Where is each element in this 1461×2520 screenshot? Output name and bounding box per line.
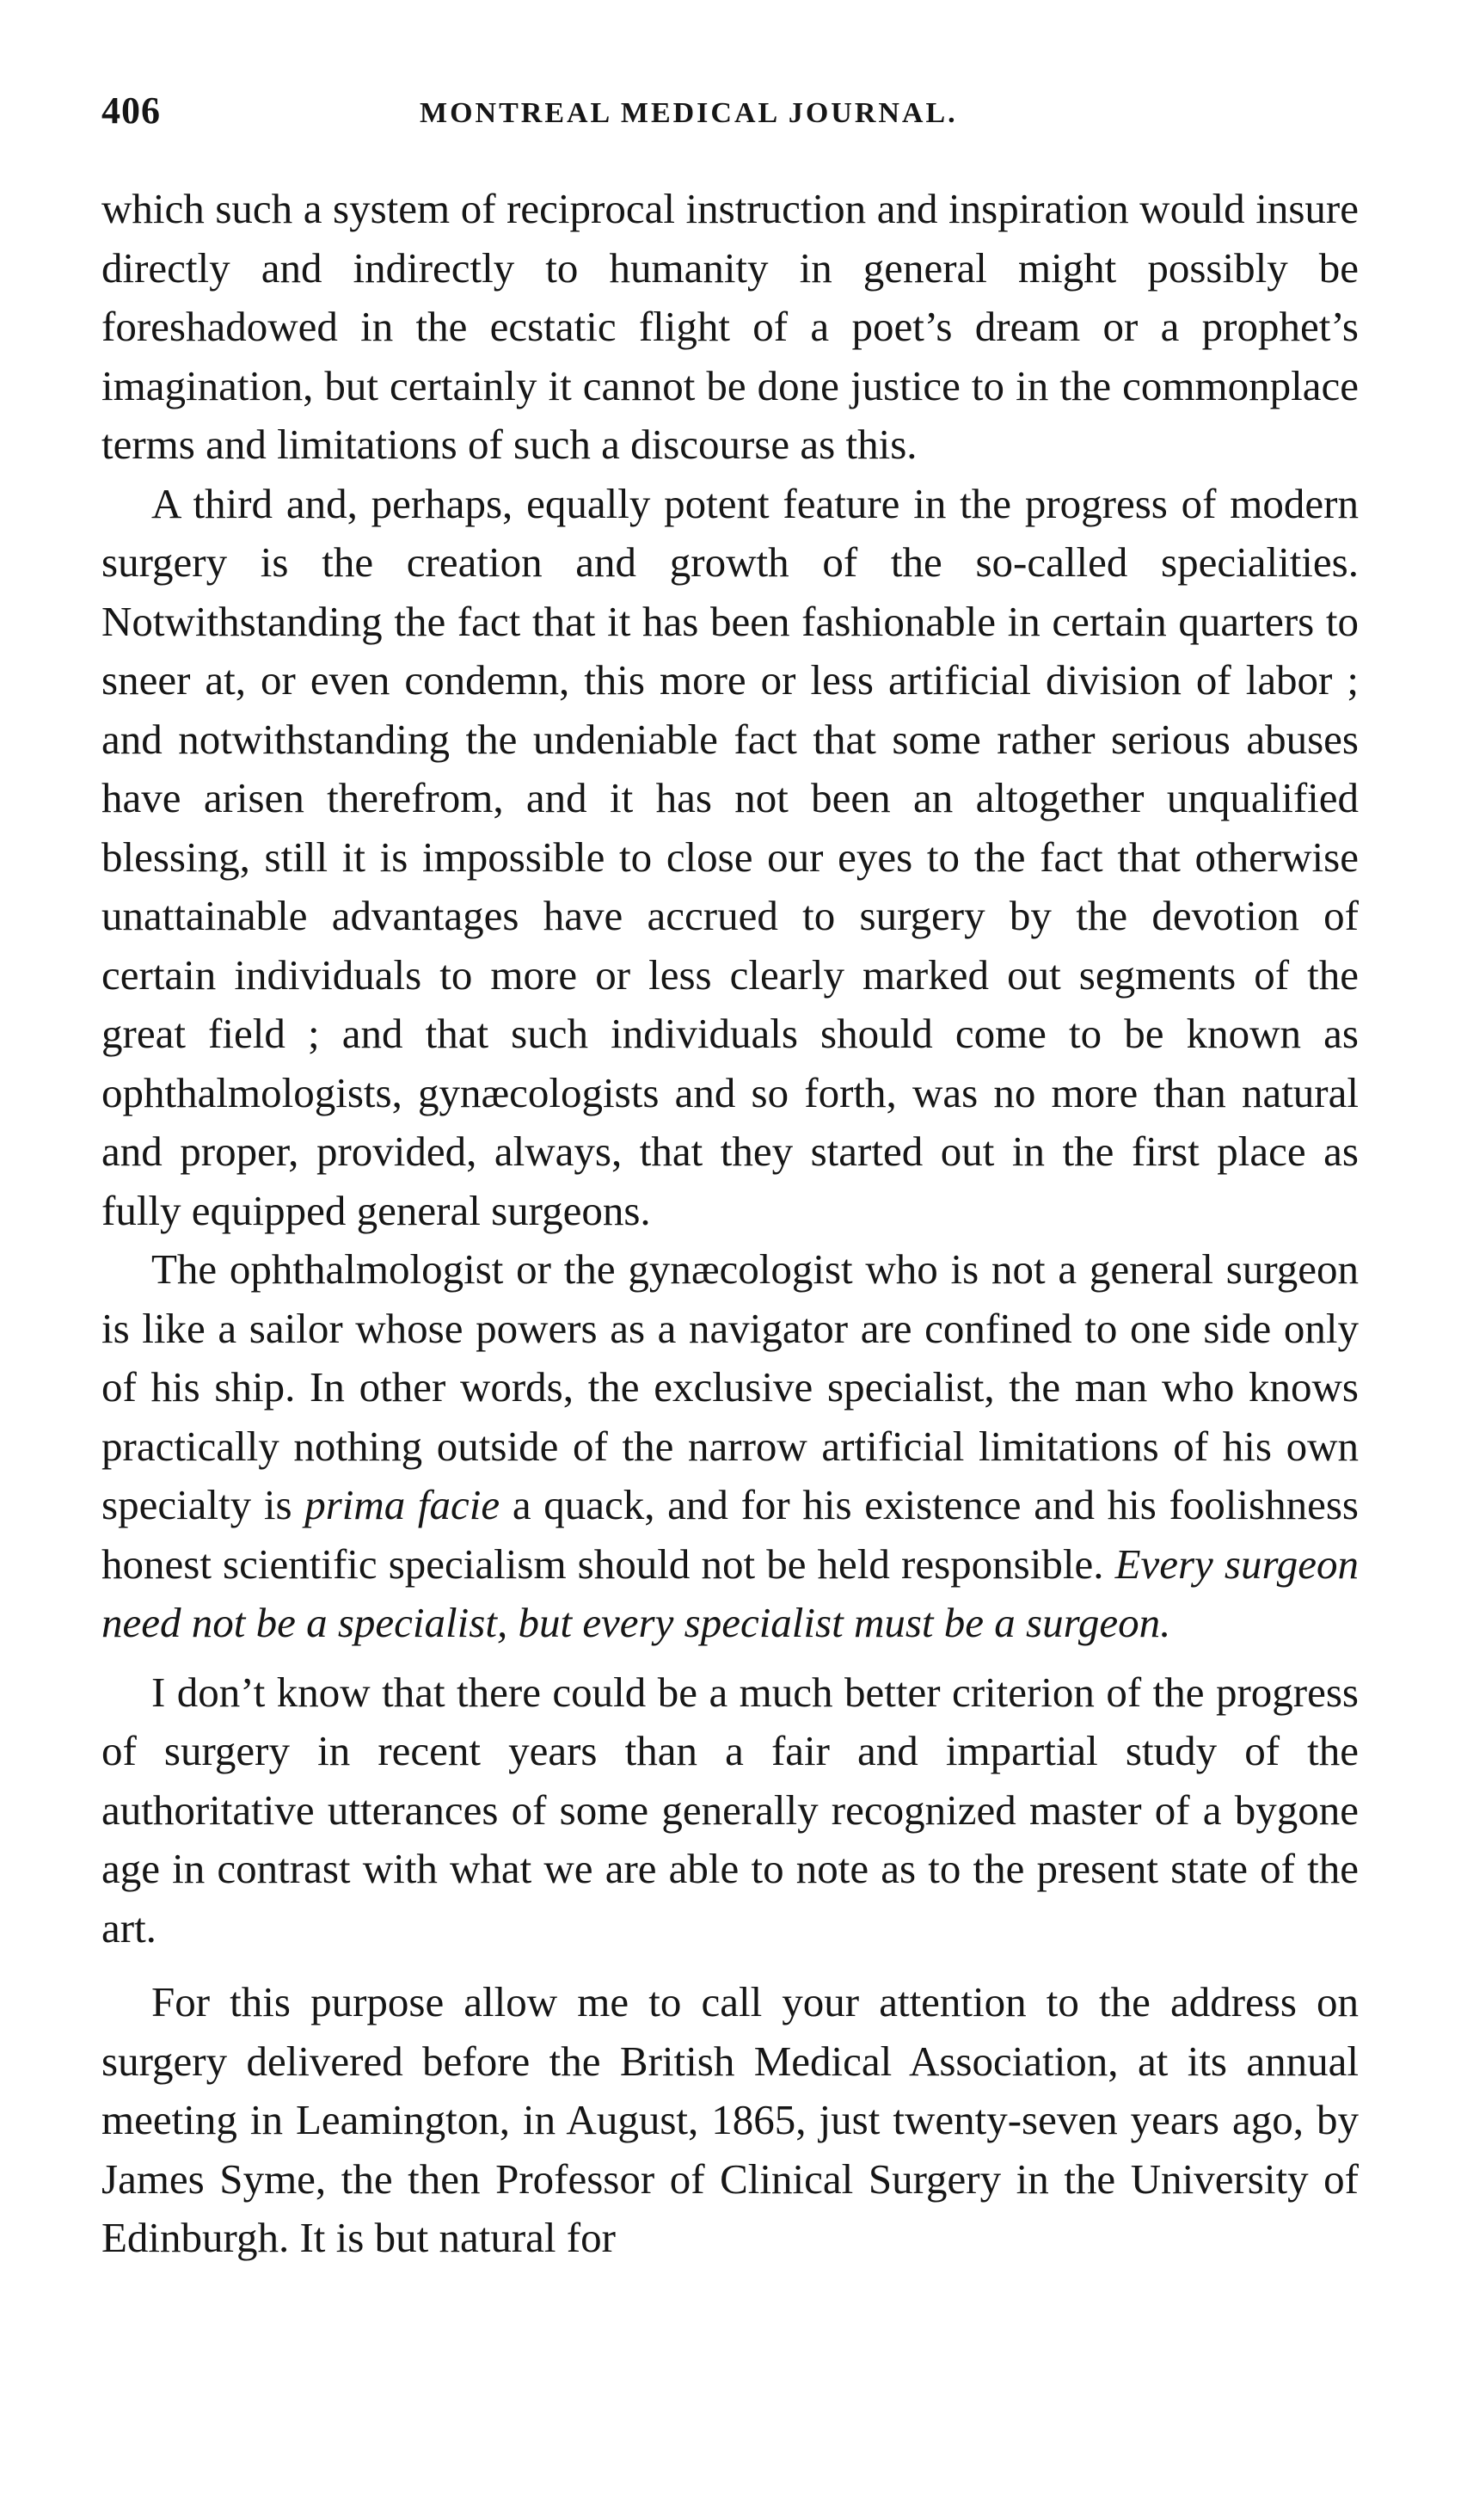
journal-title: MONTREAL MEDICAL JOURNAL. (420, 97, 958, 129)
paragraph-specialities: A third and, perhaps, equally potent feature in the progress of modern surgery is the creation and growth of the so-called specialities. Notwithstanding the fact that it has been fashionable in certain quarters to sneer at, or even condemn, this more or less artificial division of labor ; and notwithstanding the undeniable fact that some rather serious abuses have arisen therefrom, and it has not been an altogether unqualified blessing, still it is impossible to close our eyes to the fact that otherwise unattainable advantages have accrued to surgery by the devotion of certain individuals to more or less clearly marked out segments of the great field ; and that such individuals should come to be known as ophthalmologists, gynæcologists and so forth, was no more than natural and proper, provided, always, that they started out in the first place as fully equipped general surgeons. (101, 479, 1359, 1234)
italic-prima-facie: prima facie (304, 1481, 500, 1528)
paragraph-exclusive-specialist (101, 1240, 1359, 1653)
italic-maxim: Every surgeon need not be a specialist, but every specialist must be a surgeon. (101, 1540, 1359, 1646)
journal-page (101, 0, 1359, 2520)
running-head (101, 89, 1359, 140)
paragraph-text-segment: The ophthalmologist or the gynæcologist who is not a general surgeon is like a sailor whose powers as a navigator are confined to one side only of his ship. In other words, the exclusive specialist, the man who knows practically nothing outside of the narrow artificial limitations of his own specialty is (101, 1245, 1359, 1528)
paragraph-syme-address: For this purpose allow me to call your attention to the address on surgery delivered before the British Medical Association, at its annual meeting in Leamington, in August, 1865, just twenty-seven years ago, by James Syme, the then Professor of Clinical Surgery in the University of Edinburgh. It is but natural for (101, 1978, 1359, 2261)
paragraph-text-segment: a quack, and for his existence and his foolishness honest scientific specialism should not be held responsible. (101, 1481, 1359, 1588)
page-number: 406 (101, 89, 161, 132)
article-body (101, 180, 1359, 2268)
paragraph-continuation: which such a system of reciprocal instruction and inspiration would insure directly and indirectly to humanity in general might possibly be foreshadowed in the ecstatic flight of a poet’s dream or a prophet’s imagination, but certainly it cannot be done justice to in the commonplace terms and limitations of such a discourse as this. (101, 185, 1359, 468)
paragraph-criterion: I don’t know that there could be a much better criterion of the progress of surgery in recent years than a fair and impartial study of the authoritative utterances of some generally recognized master of a bygone age in contrast with what we are able to note as to the present state of the art. (101, 1668, 1359, 1951)
